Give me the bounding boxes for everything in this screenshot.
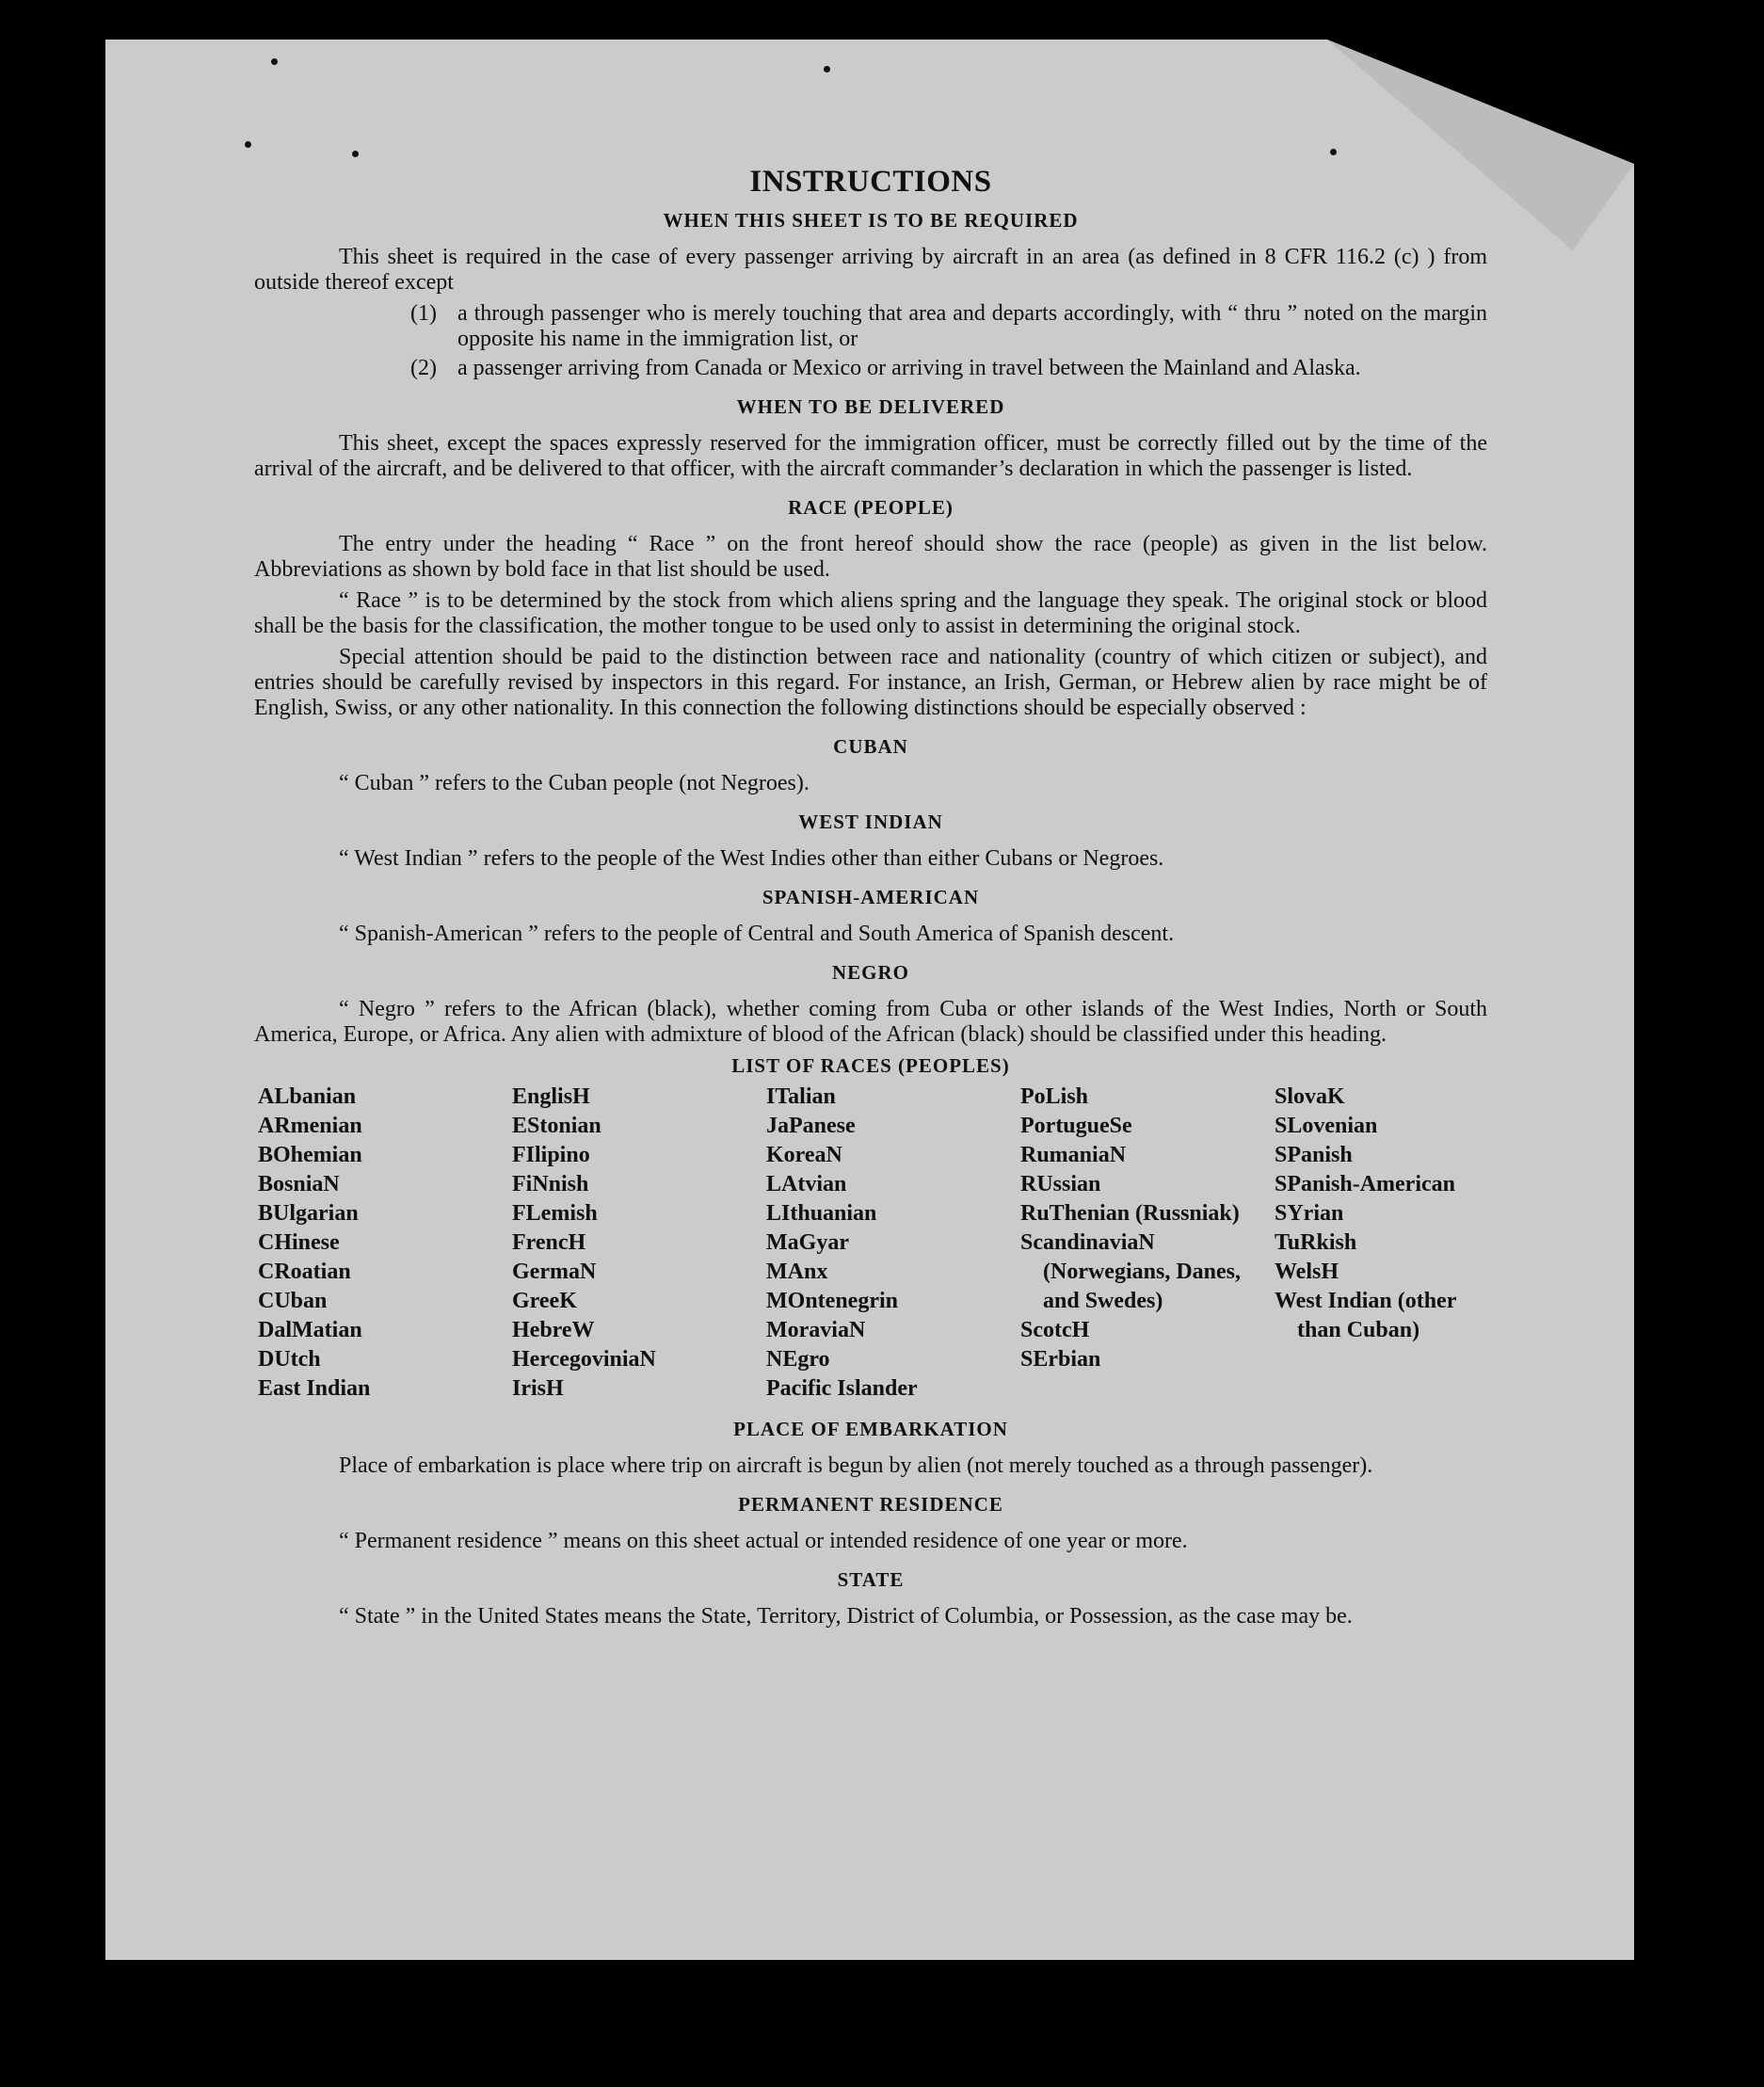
race-entry: LAtvian (766, 1172, 847, 1196)
race-entry: KoreaN (766, 1143, 842, 1167)
race-entry: HebreW (512, 1318, 595, 1342)
exception-text: a passenger arriving from Canada or Mexico or arriving in travel between the Mainland and Alaska. (457, 356, 1361, 380)
residence-text: “ Permanent residence ” means on this sheet actual or intended residence of one year or more. (339, 1529, 1188, 1553)
exception-number: (2) (410, 356, 437, 380)
race-entry: CRoatian (258, 1260, 351, 1284)
race-entry: SPanish-American (1275, 1172, 1455, 1196)
race-entry: SPanish (1275, 1143, 1353, 1167)
race-entry: ARmenian (258, 1114, 362, 1138)
race-entry: WelsH (1275, 1260, 1339, 1284)
race-entry: FrencH (512, 1230, 586, 1255)
race-entry: RUssian (1020, 1172, 1101, 1196)
races-column (258, 1083, 512, 1404)
race-entry: IrisH (512, 1376, 564, 1401)
west-indian-text: “ West Indian ” refers to the people of the West Indies other than either Cubans or Negroes. (339, 846, 1164, 871)
race-entry: FLemish (512, 1201, 598, 1226)
race-entry: CHinese (258, 1230, 340, 1255)
races-list (258, 1083, 1487, 1404)
race-entry: GermaN (512, 1260, 597, 1284)
section-heading-state: STATE (837, 1568, 905, 1591)
race-entry: EStonian (512, 1114, 601, 1138)
race-entry: NEgro (766, 1347, 830, 1372)
race-entry: TuRkish (1275, 1230, 1357, 1255)
race-entry: DalMatian (258, 1318, 362, 1342)
section-heading-race: RACE (PEOPLE) (788, 496, 954, 519)
race-entry: EnglisH (512, 1084, 590, 1109)
race-entry: DUtch (258, 1347, 321, 1372)
races-column (1275, 1083, 1491, 1404)
exception-number: (1) (410, 301, 437, 326)
exception-item (410, 301, 1487, 352)
race-entry: PoLish (1020, 1084, 1089, 1109)
race-paragraph-3: Special attention should be paid to the distinction between race and nationality (country of which citizen or subject), and entries should be carefully revised by inspectors in this regard. For instance, an Irish, German, or Hebrew alien by race might be of English, Swiss, or any other nationality. In this connection the following distinctions should be especially observed : (254, 645, 1487, 720)
section-heading-embarkation: PLACE OF EMBARKATION (733, 1418, 1008, 1440)
race-entry: Pacific Islander (766, 1376, 918, 1401)
section-heading-west-indian: WEST INDIAN (798, 811, 943, 833)
when-delivered-text: This sheet, except the spaces expressly reserved for the immigration officer, must be correctly filled out by the time of the arrival of the aircraft, and be delivered to that officer, with the aircraft commander’s declaration in which the passenger is listed. (254, 431, 1487, 481)
race-entry: SlovaK (1275, 1084, 1345, 1109)
race-entry: MAnx (766, 1260, 828, 1284)
spanish-american-text: “ Spanish-American ” refers to the people of Central and South America of Spanish descent. (339, 922, 1175, 946)
punch-hole-mark (824, 66, 830, 72)
punch-hole-mark (352, 151, 359, 157)
race-entry: PortugueSe (1020, 1114, 1132, 1138)
race-entry: CUban (258, 1289, 328, 1313)
race-entry: FIlipino (512, 1143, 590, 1167)
race-entry: East Indian (258, 1376, 371, 1401)
race-entry: ALbanian (258, 1084, 357, 1109)
race-entry: LIthuanian (766, 1201, 877, 1226)
exception-text: a through passenger who is merely touching that area and departs accordingly, with “ thru ” noted on the margin opposite his name in the immigration list, or (457, 301, 1487, 351)
race-entry: ScandinaviaN (Norwegians, Danes, and Swedes) (1020, 1230, 1241, 1313)
race-entry: ITalian (766, 1084, 836, 1109)
section-heading-when-required: WHEN THIS SHEET IS TO BE REQUIRED (663, 209, 1079, 232)
section-heading-spanish-american: SPANISH-AMERICAN (762, 886, 980, 908)
race-entry: JaPanese (766, 1114, 856, 1138)
race-entry: HercegoviniaN (512, 1347, 656, 1372)
races-column (512, 1083, 766, 1404)
race-entry: MoraviaN (766, 1318, 866, 1342)
punch-hole-mark (271, 58, 278, 65)
race-entry: GreeK (512, 1289, 577, 1313)
race-entry: BosniaN (258, 1172, 340, 1196)
race-entry: RuThenian (Russniak) (1020, 1201, 1240, 1226)
section-heading-cuban: CUBAN (833, 735, 908, 758)
section-heading-negro: NEGRO (831, 961, 909, 984)
race-entry: FiNnish (512, 1172, 589, 1196)
cuban-text: “ Cuban ” refers to the Cuban people (not Negroes). (339, 771, 810, 795)
exception-item (410, 356, 1487, 381)
section-heading-residence: PERMANENT RESIDENCE (738, 1493, 1003, 1516)
race-entry: BOhemian (258, 1143, 362, 1167)
race-entry: MaGyar (766, 1230, 849, 1255)
race-entry: SYrian (1275, 1201, 1344, 1226)
race-entry: SLovenian (1275, 1114, 1378, 1138)
punch-hole-mark (1330, 149, 1337, 155)
race-entry: MOntenegrin (766, 1289, 898, 1313)
race-entry: SErbian (1020, 1347, 1101, 1372)
race-paragraph-1: The entry under the heading “ Race ” on the front hereof should show the race (people) as given in the list below. Abbreviations as shown by bold face in that list should be used. (254, 532, 1487, 582)
section-heading-when-delivered: WHEN TO BE DELIVERED (736, 395, 1005, 418)
section-heading-list-of-races: LIST OF RACES (PEOPLES) (731, 1054, 1010, 1077)
when-required-intro: This sheet is required in the case of every passenger arriving by aircraft in an area (as defined in 8 CFR 116.2 (c) ) from outside thereof except (254, 245, 1487, 295)
race-entry: RumaniaN (1020, 1143, 1127, 1167)
race-entry: BUlgarian (258, 1201, 359, 1226)
race-paragraph-2: “ Race ” is to be determined by the stock from which aliens spring and the language they speak. The original stock or blood shall be the basis for the classification, the mother tongue to be used only to assist in determining the original stock. (254, 588, 1487, 638)
embarkation-text: Place of embarkation is place where trip on aircraft is begun by alien (not merely touched as a through passenger). (339, 1453, 1373, 1478)
race-entry: West Indian (other than Cuban) (1275, 1289, 1456, 1342)
punch-hole-mark (245, 141, 251, 148)
instructions-body (254, 160, 1487, 1635)
negro-text: “ Negro ” refers to the African (black), whether coming from Cuba or other islands of the West Indies, North or South America, Europe, or Africa. Any alien with admixture of blood of the African (black) should be classified under this heading. (254, 997, 1487, 1047)
page-title: INSTRUCTIONS (749, 165, 992, 199)
races-column (766, 1083, 1020, 1404)
races-column (1020, 1083, 1275, 1404)
race-entry: ScotcH (1020, 1318, 1090, 1342)
state-text: “ State ” in the United States means the State, Territory, District of Columbia, or Possession, as the case may be. (339, 1604, 1353, 1629)
